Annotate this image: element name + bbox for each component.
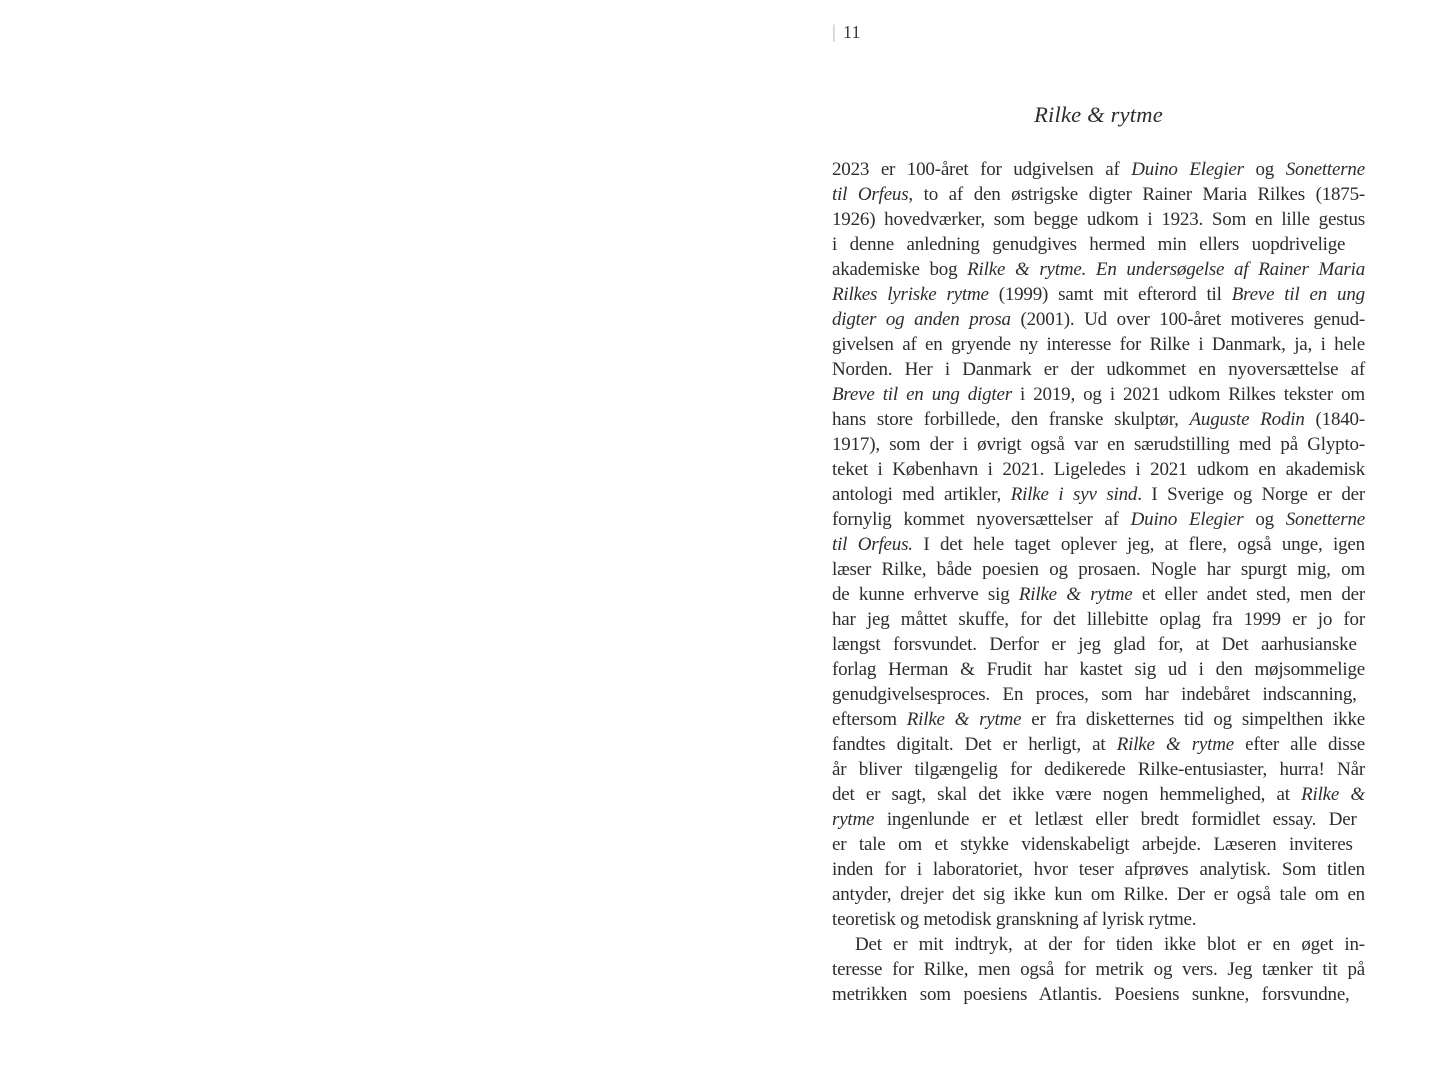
text-line: akademiske bog Rilke & rytme. En undersøgelse af Rainer Maria (832, 259, 1365, 280)
text-line: teoretisk og metodisk granskning af lyrisk rytme. (832, 909, 1197, 930)
text-line: år bliver tilgængelig for dedikerede Rilke-entusiaster, hurra! Når (832, 759, 1365, 780)
text-line: antologi med artikler, Rilke i syv sind. I Sverige og Norge er der (832, 484, 1366, 505)
text-line: har jeg måttet skuffe, for det lillebitte oplag fra 1999 er jo for (832, 609, 1365, 630)
text-line: fandtes digitalt. Det er herligt, at Rilke & rytme efter alle disse (832, 734, 1366, 755)
text-line: digter og anden prosa (2001). Ud over 100-året motiveres genud- (832, 309, 1366, 330)
text-line: Norden. Her i Danmark er der udkommet en nyoversættelse af (832, 359, 1365, 380)
chapter-title: Rilke & rytme (1034, 102, 1163, 127)
text-line: 1917), som der i øvrigt også var en særudstilling med på Glypto- (832, 434, 1365, 455)
text-line: fornylig kommet nyoversættelser af Duino Elegier og Sonetterne (832, 509, 1366, 530)
text-line: til Orfeus. I det hele taget oplever jeg, at flere, også unge, igen (832, 534, 1365, 555)
text-line: læser Rilke, både poesien og prosaen. Nogle har spurgt mig, om (832, 559, 1365, 580)
text-line: 2023 er 100-året for udgivelsen af Duino Elegier og Sonetterne (832, 159, 1365, 180)
page-number-separator: | (832, 22, 837, 43)
body-text (832, 157, 1365, 1007)
text-line: genudgivelsesproces. En proces, som har indebåret indscanning, (832, 684, 1357, 705)
text-line: i denne anledning genudgives hermed min ellers uopdrivelige (832, 234, 1346, 255)
text-line: det er sagt, skal det ikke være nogen hemmelighed, at Rilke & (832, 784, 1365, 805)
text-line: Rilkes lyriske rytme (1999) samt mit efterord til Breve til en ung (832, 284, 1365, 305)
page-header (832, 22, 861, 44)
text-line: forlag Herman & Frudit har kastet sig ud i den møjsommelige (832, 659, 1365, 680)
text-line: eftersom Rilke & rytme er fra disketternes tid og simpelthen ikke (832, 709, 1365, 730)
text-line: givelsen af en gryende ny interesse for Rilke i Danmark, ja, i hele (832, 334, 1365, 355)
text-column (832, 0, 1365, 1087)
text-line: er tale om et stykke videnskabeligt arbejde. Læseren inviteres (832, 834, 1353, 855)
text-line: antyder, drejer det sig ikke kun om Rilke. Der er også tale om en (832, 884, 1365, 905)
text-line: de kunne erhverve sig Rilke & rytme et eller andet sted, men der (832, 584, 1366, 605)
text-line: teket i København i 2021. Ligeledes i 2021 udkom en akademisk (832, 459, 1366, 480)
text-line: til Orfeus, to af den østrigske digter Rainer Maria Rilkes (1875- (832, 184, 1366, 205)
text-line: rytme ingenlunde er et letlæst eller bredt formidlet essay. Der (832, 809, 1357, 830)
text-line: Breve til en ung digter i 2019, og i 2021 udkom Rilkes tekster om (832, 384, 1365, 405)
page-number: 11 (843, 22, 861, 42)
text-line: metrikken som poesiens Atlantis. Poesiens sunkne, forsvundne, (832, 984, 1350, 1005)
text-line: Det er mit indtryk, at der for tiden ikke blot er en øget in- (855, 934, 1365, 955)
text-line: hans store forbillede, den franske skulptør, Auguste Rodin (1840- (832, 409, 1365, 430)
text-line: 1926) hovedværker, som begge udkom i 1923. Som en lille gestus (832, 209, 1365, 230)
text-line: inden for i laboratoriet, hvor teser afprøves analytisk. Som titlen (832, 859, 1365, 880)
text-line: teresse for Rilke, men også for metrik og vers. Jeg tænker tit på (832, 959, 1365, 980)
text-line: længst forsvundet. Derfor er jeg glad for, at Det aarhusianske (832, 634, 1357, 655)
